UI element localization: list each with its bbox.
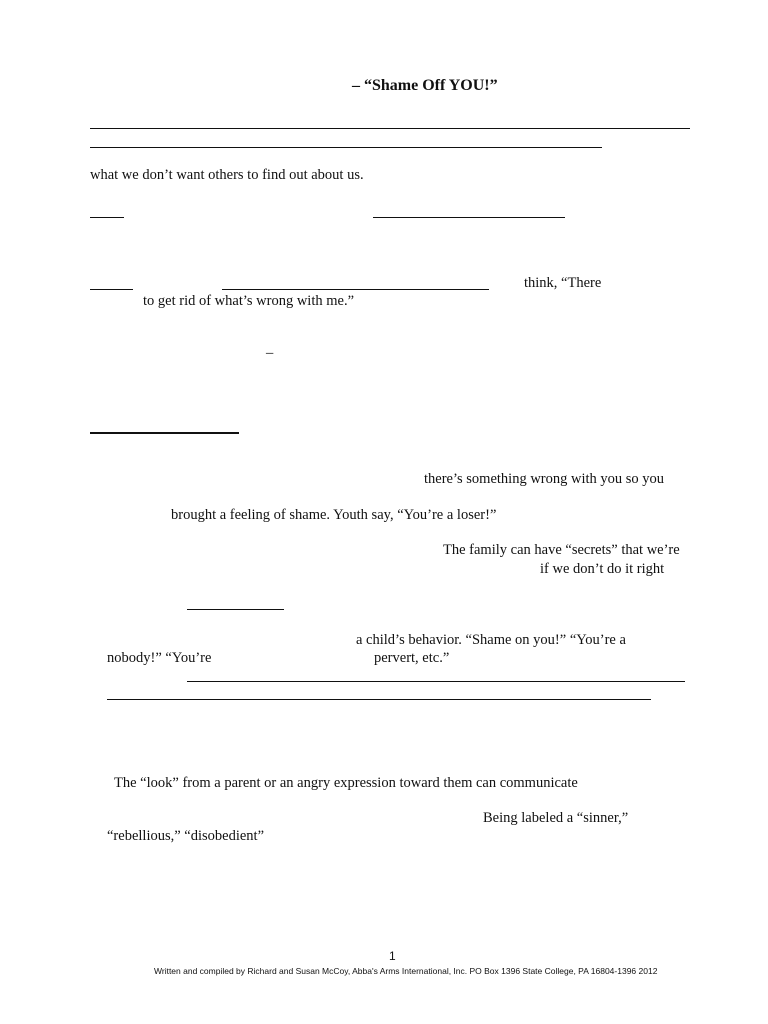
blank-line: [90, 147, 602, 148]
body-text: The “look” from a parent or an angry expression toward them can communicate: [114, 775, 578, 791]
section-heading-blank: [90, 432, 239, 434]
blank-line: [187, 609, 284, 610]
body-text: to get rid of what’s wrong with me.”: [143, 293, 355, 309]
blank-line: [90, 128, 690, 129]
body-text: The family can have “secrets” that we’re: [443, 542, 680, 558]
body-text: what we don’t want others to find out about us.: [90, 167, 364, 183]
blank-line: [90, 289, 133, 290]
blank-line: [187, 681, 685, 682]
body-text: “rebellious,” “disobedient”: [107, 828, 265, 844]
body-text: there’s something wrong with you so you: [424, 471, 665, 487]
body-text: brought a feeling of shame. Youth say, “You’re a loser!”: [171, 507, 497, 523]
blank-line: [90, 217, 124, 218]
blank-line: [222, 289, 489, 290]
blank-line: [107, 699, 651, 700]
body-text: think, “There: [524, 275, 602, 291]
blank-line: [373, 217, 565, 218]
footer-text: Written and compiled by Richard and Susan McCoy, Abba's Arms International, Inc. PO Box 1396 State College, PA 16804-1396 2012: [154, 966, 658, 976]
body-text: Being labeled a “sinner,”: [483, 810, 629, 826]
page-number: 1: [389, 949, 396, 963]
body-text: nobody!” “You’re: [107, 650, 212, 666]
document-title: – “Shame Off YOU!”: [352, 77, 498, 94]
body-text: pervert, etc.”: [374, 650, 450, 666]
dash-text: –: [266, 345, 274, 361]
body-text: a child’s behavior. “Shame on you!” “You’re a: [356, 632, 626, 648]
body-text: if we don’t do it right: [540, 561, 665, 577]
